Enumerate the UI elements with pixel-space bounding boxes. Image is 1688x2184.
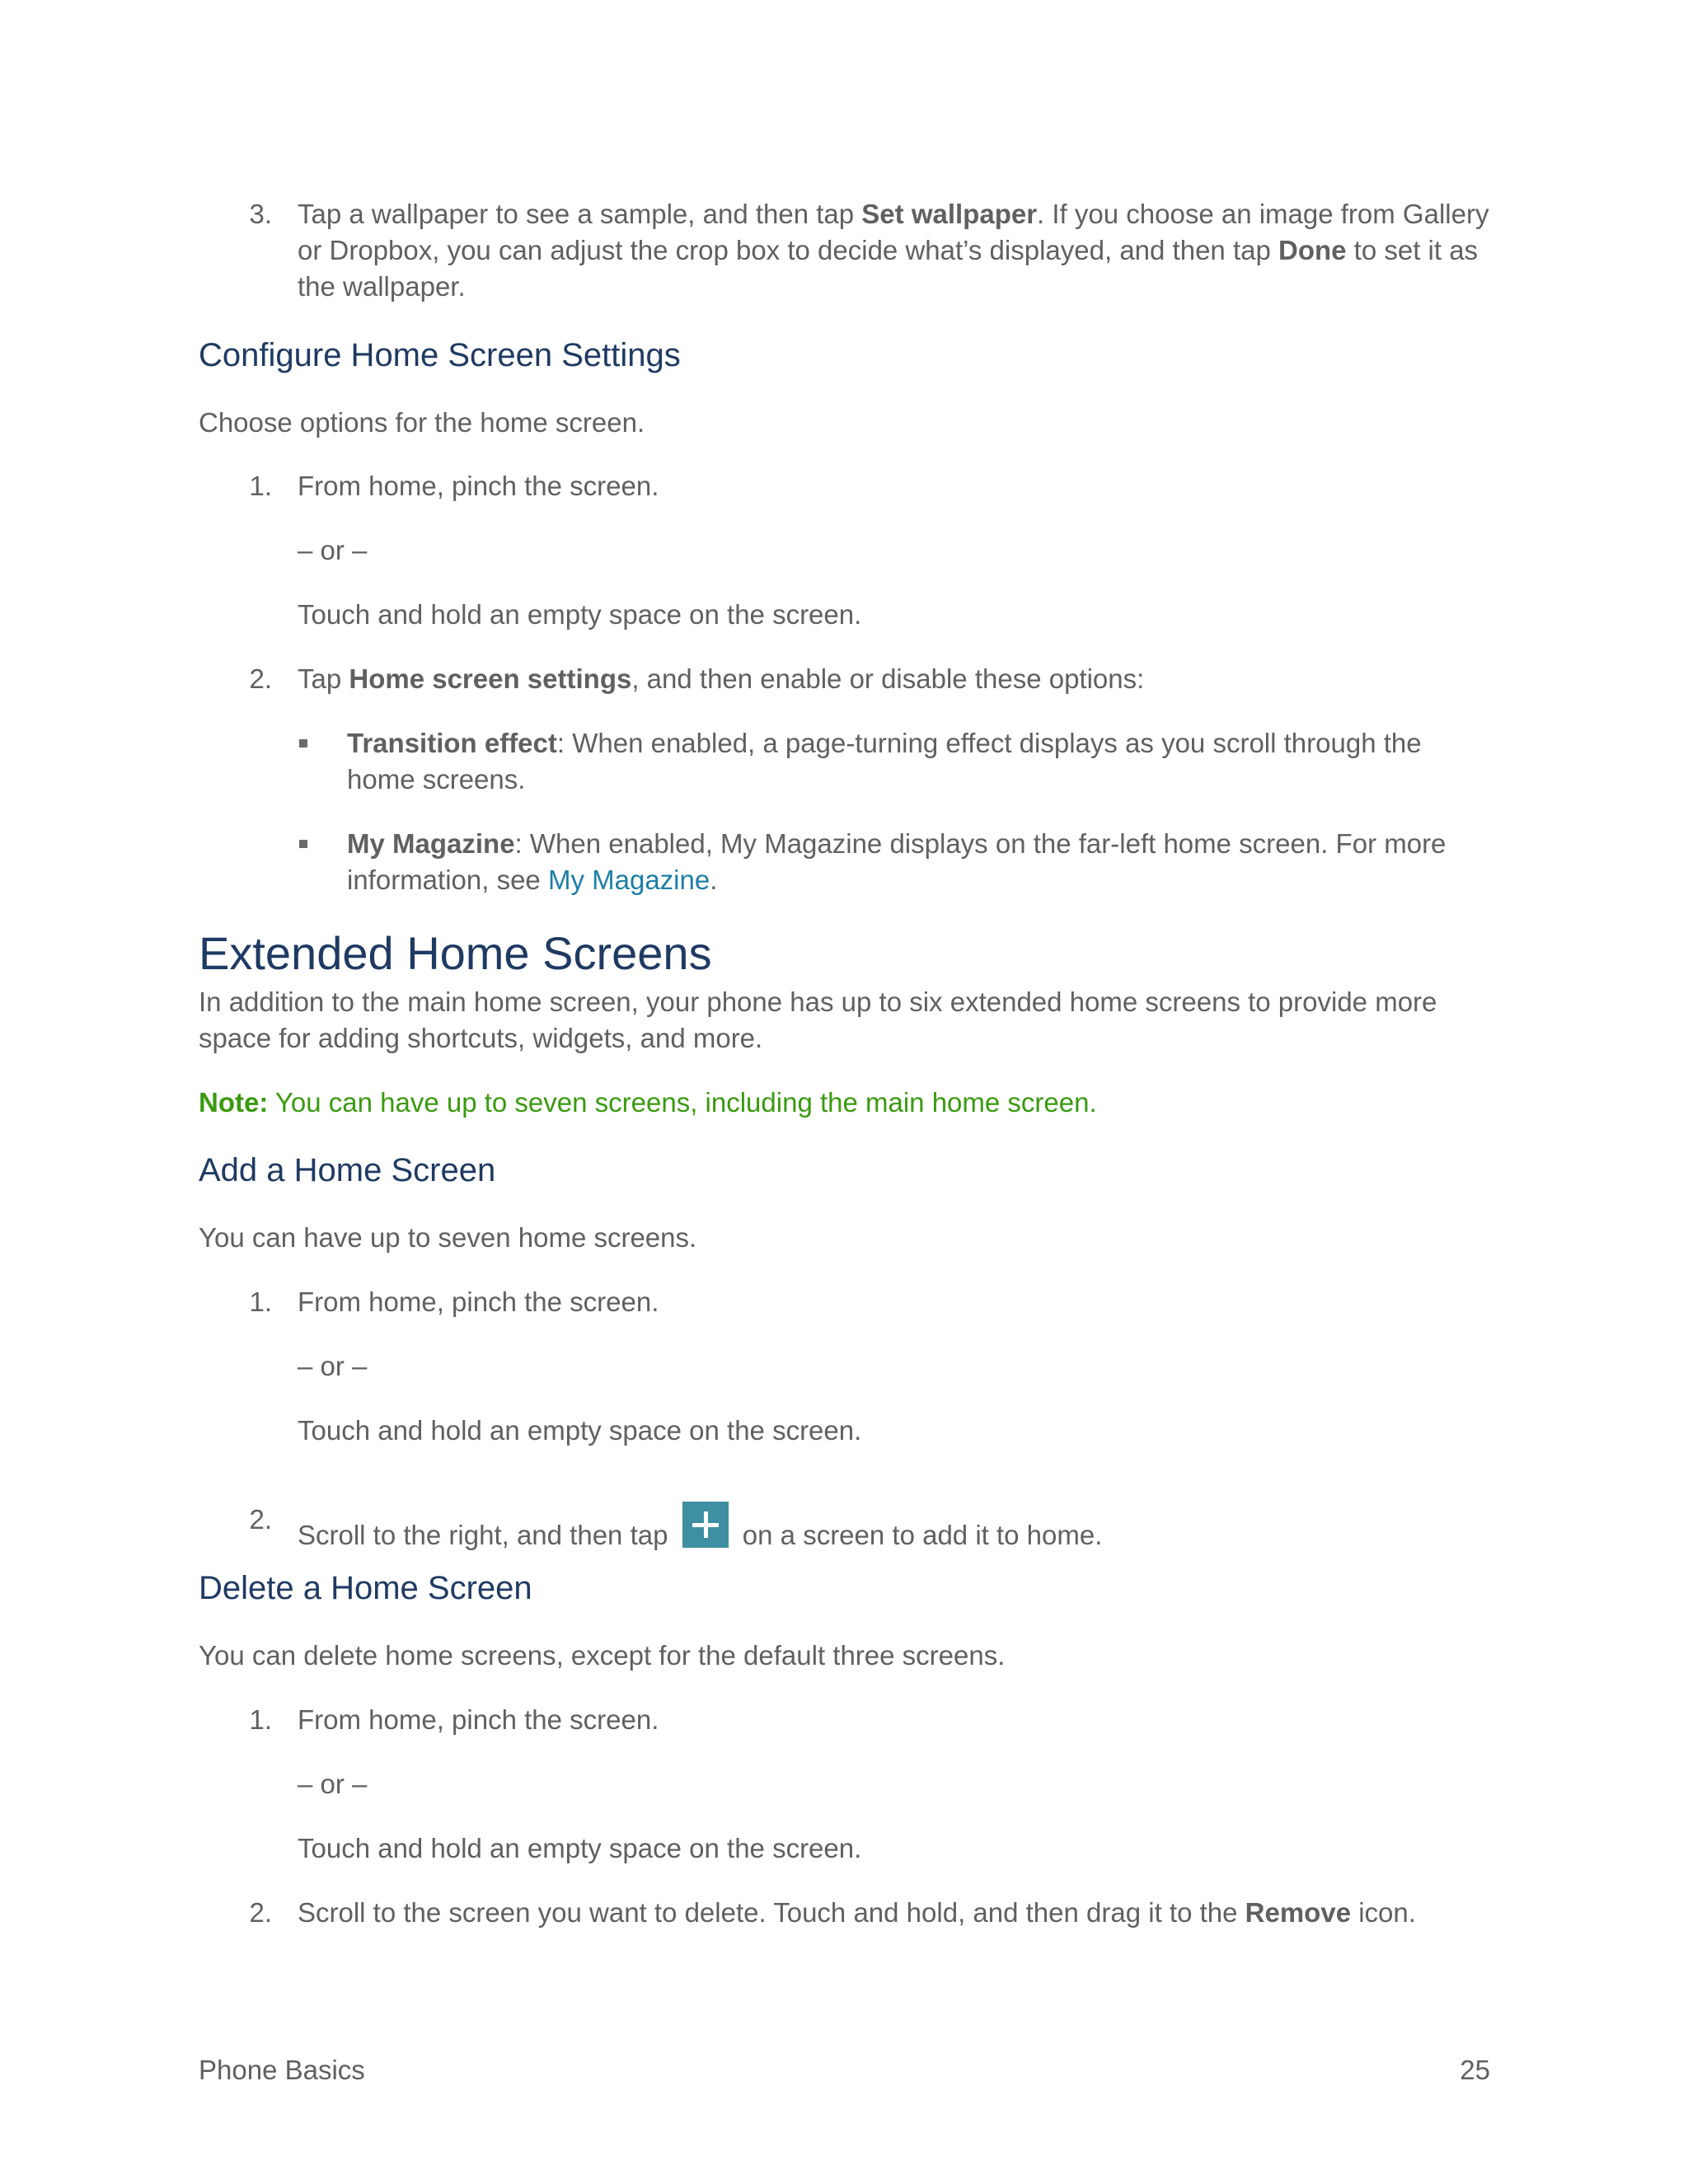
- extended-heading: Extended Home Screens: [199, 927, 712, 979]
- footer-section: Phone Basics: [199, 2055, 365, 2085]
- or-separator: – or –: [298, 535, 368, 565]
- delete-step-1: From home, pinch the screen.: [298, 1704, 659, 1735]
- my-magazine-link[interactable]: My Magazine: [547, 865, 710, 895]
- note-label: Note:: [199, 1087, 269, 1118]
- configure-heading: Configure Home Screen Settings: [199, 337, 681, 373]
- note: Note: You can have up to seven screens, including the main home screen.: [199, 1087, 1097, 1118]
- bullet-icon: [299, 739, 307, 748]
- home-screen-settings-label: Home screen settings: [349, 663, 632, 694]
- step-number: 2.: [249, 1504, 272, 1535]
- my-magazine-option: My Magazine: When enabled, My Magazine displays on the far-left home screen. For more information, see My Magazine.: [347, 828, 1447, 895]
- transition-effect-label: Transition effect: [347, 728, 557, 758]
- add-heading: Add a Home Screen: [199, 1152, 496, 1188]
- extended-intro: In addition to the main home screen, your phone has up to six extended home screens to provide more space for adding shortcuts, widgets, and more.: [199, 987, 1437, 1053]
- delete-step-1-alt: Touch and hold an empty space on the screen.: [298, 1833, 862, 1863]
- page-number: 25: [1460, 2055, 1490, 2085]
- plus-icon[interactable]: [682, 1502, 729, 1548]
- or-separator: – or –: [298, 1351, 368, 1381]
- add-step-1: From home, pinch the screen.: [298, 1286, 659, 1317]
- set-wallpaper-label: Set wallpaper: [861, 199, 1038, 229]
- add-intro: You can have up to seven home screens.: [199, 1222, 697, 1253]
- done-label: Done: [1278, 235, 1347, 265]
- configure-intro: Choose options for the home screen.: [199, 407, 645, 438]
- delete-intro: You can delete home screens, except for the default three screens.: [199, 1640, 1006, 1671]
- step-number: 1.: [249, 1704, 272, 1735]
- step-number: 1.: [249, 1286, 272, 1317]
- step-number: 2.: [249, 663, 272, 694]
- configure-step-2: Tap Home screen settings, and then enable or disable these options:: [298, 663, 1145, 694]
- delete-step-2: Scroll to the screen you want to delete. Touch and hold, and then drag it to the Remove icon.: [298, 1897, 1416, 1928]
- step-number: 1.: [249, 471, 272, 501]
- configure-step-1-alt: Touch and hold an empty space on the screen.: [298, 599, 862, 630]
- add-step-1-alt: Touch and hold an empty space on the screen.: [298, 1415, 862, 1446]
- delete-heading: Delete a Home Screen: [199, 1570, 532, 1606]
- step-number: 2.: [249, 1897, 272, 1928]
- bullet-icon: [299, 840, 307, 848]
- or-separator: – or –: [298, 1769, 368, 1799]
- my-magazine-label: My Magazine: [347, 828, 515, 859]
- transition-effect-option: Transition effect: When enabled, a page-turning effect displays as you scroll through the home screens.: [347, 728, 1422, 794]
- configure-step-1: From home, pinch the screen.: [298, 471, 659, 501]
- add-step-2: Scroll to the right, and then tap on a screen to add it to home.: [298, 1502, 1102, 1554]
- step-3-text: Tap a wallpaper to see a sample, and then tap Set wallpaper. If you choose an image from Gallery or Dropbox, you can adjust the crop box to decide what’s displayed, and then tap Done to set it as the wallpaper.: [298, 199, 1489, 302]
- remove-label: Remove: [1245, 1897, 1352, 1928]
- step-number: 3.: [249, 199, 272, 229]
